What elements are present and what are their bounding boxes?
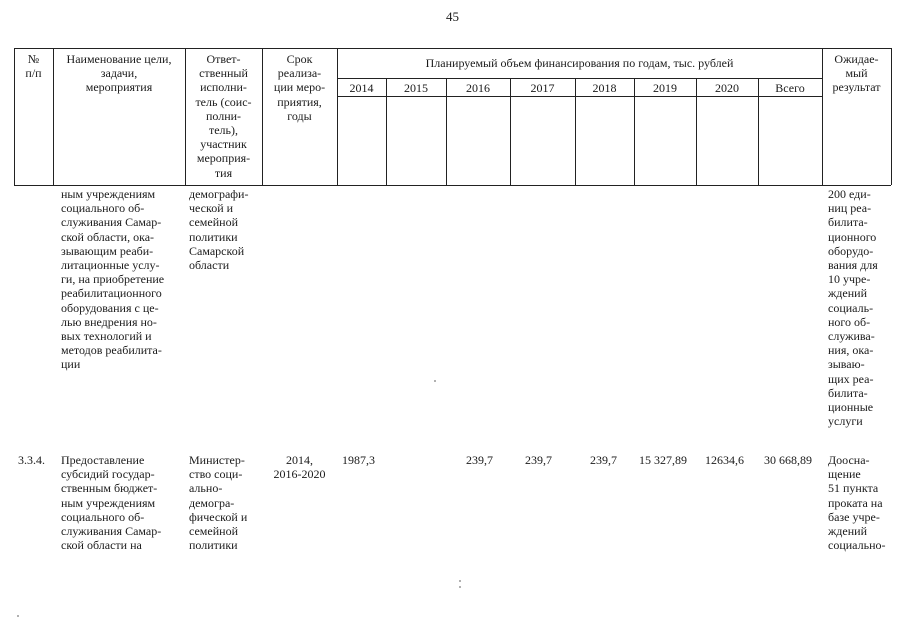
row-334-value-2016: 239,7 — [466, 453, 493, 467]
row-334-value-2017: 239,7 — [525, 453, 552, 467]
page-number: 45 — [446, 9, 459, 24]
header-year-2020: 2020 — [715, 81, 739, 95]
scan-speck — [17, 615, 19, 617]
header-bottom-border — [14, 185, 891, 186]
years-row-top-border — [337, 78, 822, 79]
header-year-total: Всего — [775, 81, 805, 95]
header-year-2014: 2014 — [349, 81, 374, 95]
row-334-value-total: 30 668,89 — [764, 453, 812, 467]
row-continued-responsible: демографи- ческой и семейной политики Самарской области — [189, 187, 249, 273]
header-financing: Планируемый объем финансирования по годам, тыс. рублей — [425, 56, 734, 70]
header-name: Наименование цели, задачи, мероприятия — [66, 52, 172, 95]
header-year-2015: 2015 — [404, 81, 428, 95]
row-334-value-2019: 15 327,89 — [639, 453, 687, 467]
header-year-2017: 2017 — [530, 81, 555, 95]
header-term: Срок реализа- ции меро- приятия, годы — [273, 52, 326, 123]
row-continued-result: 200 еди- ниц реа- билита- ционного оборудо- вания для 10 учре- ждений социаль- ного об- служива- ния, ока- зываю- щих реа- билита- ционные услуги — [828, 187, 878, 429]
row-continued-name: ным учреждениям социального об- служивания Самар- ской области, ока- зывающим реаби- литационные услу- ги, на приобретение реабилитационного оборудования с це- лью внедрения но- вых технологий и методов реабилита- ции — [61, 187, 165, 372]
header-year-2018: 2018 — [592, 81, 617, 95]
table-top-border — [14, 48, 891, 49]
scan-speck — [459, 580, 461, 582]
row-334-value-2020: 12634,6 — [705, 453, 744, 467]
row-334-result: Доосна- щение 51 пункта проката на базе учре- ждений социально- — [828, 453, 886, 553]
table-right-border — [891, 48, 892, 185]
header-year-2016: 2016 — [466, 81, 490, 95]
header-year-2019: 2019 — [653, 81, 677, 95]
row-334-responsible: Министер- ство соци- ально- демогра- фической и семейной политики — [189, 453, 248, 553]
row-334-name: Предоставление субсидий государ- ственным бюджет- ным учреждениям социального об- служивания Самар- ской области на — [61, 453, 162, 553]
scan-speck — [459, 586, 461, 588]
header-responsible: Ответ- ственный исполни- тель (соис- полни- тель), участник мероприя- тия — [195, 52, 252, 180]
years-row-bottom-border — [337, 96, 822, 97]
row-334-number: 3.3.4. — [18, 453, 45, 467]
scan-speck — [434, 380, 436, 382]
row-334-term: 2014, 2016-2020 — [273, 453, 326, 482]
header-number: № п/п — [25, 52, 42, 81]
header-result: Ожидае- мый результат — [832, 52, 881, 95]
row-334-value-2014: 1987,3 — [342, 453, 375, 467]
row-334-value-2018: 239,7 — [590, 453, 617, 467]
